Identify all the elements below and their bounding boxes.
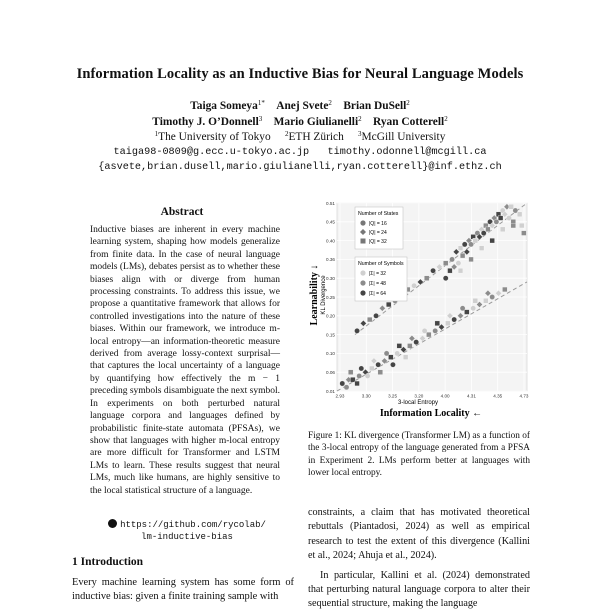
data-point-square: [486, 227, 491, 232]
legend-states: [355, 207, 403, 249]
email-row-2: [0, 162, 600, 173]
x-tick-label: 3.30: [361, 393, 371, 399]
data-point-square: [397, 343, 402, 348]
email[interactable]: {asvete,brian.dusell,mario.giulianelli,ryan.cotterell}@inf.ethz.ch: [98, 162, 502, 173]
data-point-circle: [354, 328, 359, 333]
legend-symbols-title: Number of Symbols: [358, 261, 404, 267]
data-point-square: [369, 366, 374, 371]
figure-caption: Figure 1: KL divergence (Transformer LM) as a function of the 3-local entropy of the language generated from a PFSA in Experiment 2. LMs perform better at languages with lower local entropy.: [308, 431, 530, 479]
legend-label: |Q| = 32: [369, 239, 387, 245]
email[interactable]: timothy.odonnell@mcgill.ca: [327, 147, 487, 158]
author-name: Timothy J. O’Donnell: [152, 116, 259, 128]
affiliation: McGill University: [361, 131, 446, 143]
data-point-square: [388, 355, 393, 360]
y-tick-label: 0.36: [326, 257, 335, 263]
legend-color-swatch: [360, 290, 365, 295]
figure-1-chart: [305, 195, 530, 420]
data-point-square: [500, 227, 505, 232]
data-point-square: [464, 310, 469, 315]
affiliation: The University of Tokyo: [158, 131, 271, 143]
x-tick-labels: [336, 394, 529, 399]
legend-label: |Σ| = 32: [369, 271, 386, 277]
data-point-circle: [433, 328, 438, 333]
data-point-square: [498, 216, 503, 221]
data-point-square: [483, 298, 488, 303]
paragraph: constraints, a claim that has motivated theoretical rebuttals (Piantadosi, 2024) as well as empirical research to test the extent of this divergence (Kallini et al., 2024; Ahuja et al., 2024).: [308, 507, 530, 562]
legend-color-swatch: [360, 280, 365, 285]
repo-url-line-2[interactable]: lm-inductive-bias: [141, 532, 233, 542]
repo-url-line-1[interactable]: https://github.com/rycolab/: [120, 520, 266, 530]
data-point-circle: [456, 261, 461, 266]
data-point-square: [355, 381, 360, 386]
data-point-circle: [340, 381, 345, 386]
data-point-square: [426, 332, 431, 337]
author-name: Anej Svete: [276, 100, 329, 112]
data-point-circle: [365, 373, 370, 378]
email[interactable]: taiga98-0809@g.ecc.u-tokyo.ac.jp: [113, 147, 310, 158]
y-axis-label: KL Divergence: [321, 275, 327, 315]
author-sup: 2: [358, 115, 362, 123]
legend-color-swatch: [360, 270, 365, 275]
legend-symbols: [355, 257, 407, 301]
data-point-square: [378, 370, 383, 375]
paragraph: In particular, Kallini et al. (2024) demonstrated that perturbing natural language corpora to alter their sequential structure, making the language: [308, 569, 530, 610]
data-point-circle: [452, 317, 457, 322]
data-point-square: [443, 261, 448, 266]
data-point-circle: [411, 283, 416, 288]
x-tick-label: 4.00: [440, 393, 450, 399]
affiliation-sup: 3: [358, 130, 362, 138]
repo-link[interactable]: [82, 519, 292, 543]
author-name: Ryan Cotterell: [373, 116, 445, 128]
data-point-circle: [359, 366, 364, 371]
right-column-text: [308, 506, 530, 612]
abstract-heading: Abstract: [160, 206, 204, 218]
data-point-circle: [430, 268, 435, 273]
x-tick-label: 3.20: [414, 393, 424, 399]
data-point-circle: [357, 373, 362, 378]
author-row-2: [0, 116, 600, 128]
abstract-text: Inductive biases are inherent in every machine learning system, shaping how models generalize from finite data. In the case of neural language models (LMs), debates persist as to whether these biases align with or diverge from human processing constraints. To address this issue, we propose a quantitative framework that allows for controlled investigations into the nature of these biases. Within our framework, we introduce m-local entropy—an information-theoretic measure derived from average lossy-context surprisal—that captures the local uncertainty of a language by quantifying how effectively the m − 1 preceding symbols disambiguate the next symbol. In experiments on both perturbed natural language corpora and languages defined by probabilistic finite-state automata (PFSAs), we show that languages with higher m-local entropy are more difficult for Transformer and LSTM LMs to learn. These results suggest that neural LMs, much like humans, are highly sensitive to the local statistical structure of a language.: [90, 225, 280, 496]
data-point-square: [517, 212, 522, 217]
y-tick-label: 0.51: [326, 200, 335, 206]
data-point-square: [490, 238, 495, 243]
y-tick-label: 0.15: [326, 332, 335, 338]
author-row-1: [0, 100, 600, 112]
data-point-square: [460, 253, 465, 258]
author-sup: 1*: [257, 99, 265, 107]
section-heading-introduction: 1 Introduction: [72, 556, 144, 568]
data-point-square: [407, 343, 412, 348]
affiliation-sup: 1: [154, 130, 159, 138]
x-tick-label: 2.93: [335, 393, 345, 399]
data-point-circle: [449, 257, 454, 262]
y-tick-labels: [326, 201, 335, 394]
data-point-square: [348, 370, 353, 375]
data-point-square: [386, 302, 391, 307]
author-sup: 3: [258, 115, 263, 123]
data-point-square: [473, 298, 478, 303]
data-point-circle: [376, 362, 381, 367]
y-tick-label: 0.30: [326, 276, 335, 281]
x-axis-label: 3-local Entropy: [397, 400, 439, 406]
author-sup: 2: [444, 115, 448, 123]
data-point-square: [448, 268, 453, 273]
data-point-circle: [344, 385, 349, 390]
affiliations: [0, 131, 600, 143]
data-point-square: [424, 276, 429, 281]
y-tick-label: 0.10: [326, 351, 335, 357]
email-row-1: [0, 147, 600, 158]
legend-label: |Q| = 24: [369, 230, 387, 236]
x-tick-label: 3.25: [388, 393, 398, 399]
data-point-circle: [390, 362, 395, 367]
y-tick-label: 0.01: [326, 388, 335, 394]
data-point-square: [458, 268, 463, 273]
data-point-square: [458, 246, 463, 251]
data-point-square: [403, 355, 408, 360]
data-point-circle: [395, 351, 400, 356]
data-point-circle: [490, 294, 495, 299]
author-name: Mario Giulianelli: [273, 116, 359, 128]
data-point-circle: [414, 340, 419, 345]
x-tick-label: 4.73: [519, 393, 529, 399]
data-point-circle: [460, 306, 465, 311]
data-point-square: [519, 223, 524, 228]
data-point-circle: [462, 242, 467, 247]
legend-label: |Σ| = 64: [369, 291, 386, 297]
y-tick-label: 0.45: [326, 219, 335, 225]
data-point-square: [469, 257, 474, 262]
author-name: Brian DuSell: [343, 100, 407, 112]
data-point-circle: [471, 306, 476, 311]
data-point-square: [521, 231, 526, 236]
legend-square-marker: [361, 239, 366, 244]
author-sup: 2: [328, 99, 332, 107]
data-point-circle: [422, 328, 427, 333]
legend-circle-marker: [360, 220, 365, 225]
data-point-square: [473, 238, 478, 243]
data-point-circle: [373, 313, 378, 318]
author-sup: 2: [406, 99, 410, 107]
data-point-circle: [384, 351, 389, 356]
y-tick-label: 0.25: [326, 294, 335, 300]
x-axis-annotation: Information Locality ←: [379, 408, 483, 419]
x-tick-label: 4.35: [493, 393, 503, 399]
affiliation-sup: 2: [284, 130, 289, 138]
data-point-square: [445, 321, 450, 326]
data-point-square: [511, 223, 516, 228]
affiliation: ETH Zürich: [288, 131, 344, 143]
data-point-square: [479, 246, 484, 251]
intro-text: Every machine learning system has some form of inductive bias: given a finite training sample with: [72, 577, 294, 602]
legend-label: |Q| = 16: [369, 221, 387, 227]
data-point-square: [435, 321, 440, 326]
y-tick-label: 0.20: [326, 313, 335, 319]
legend-label: |Σ| = 48: [369, 281, 386, 287]
y-tick-label: 0.40: [326, 238, 335, 244]
data-point-circle: [443, 276, 448, 281]
data-point-square: [509, 204, 514, 209]
x-tick-label: 4.31: [466, 393, 476, 399]
y-tick-label: 0.06: [326, 370, 335, 375]
github-icon: [108, 519, 117, 528]
y-axis-annotation: Learnability ↓: [309, 264, 320, 326]
legend-states-title: Number of States: [358, 211, 399, 217]
data-point-square: [367, 317, 372, 322]
author-name: Taiga Someya: [190, 100, 258, 112]
data-point-square: [502, 287, 507, 292]
paper-title: Information Locality as an Inductive Bias for Neural Language Models: [76, 66, 524, 82]
